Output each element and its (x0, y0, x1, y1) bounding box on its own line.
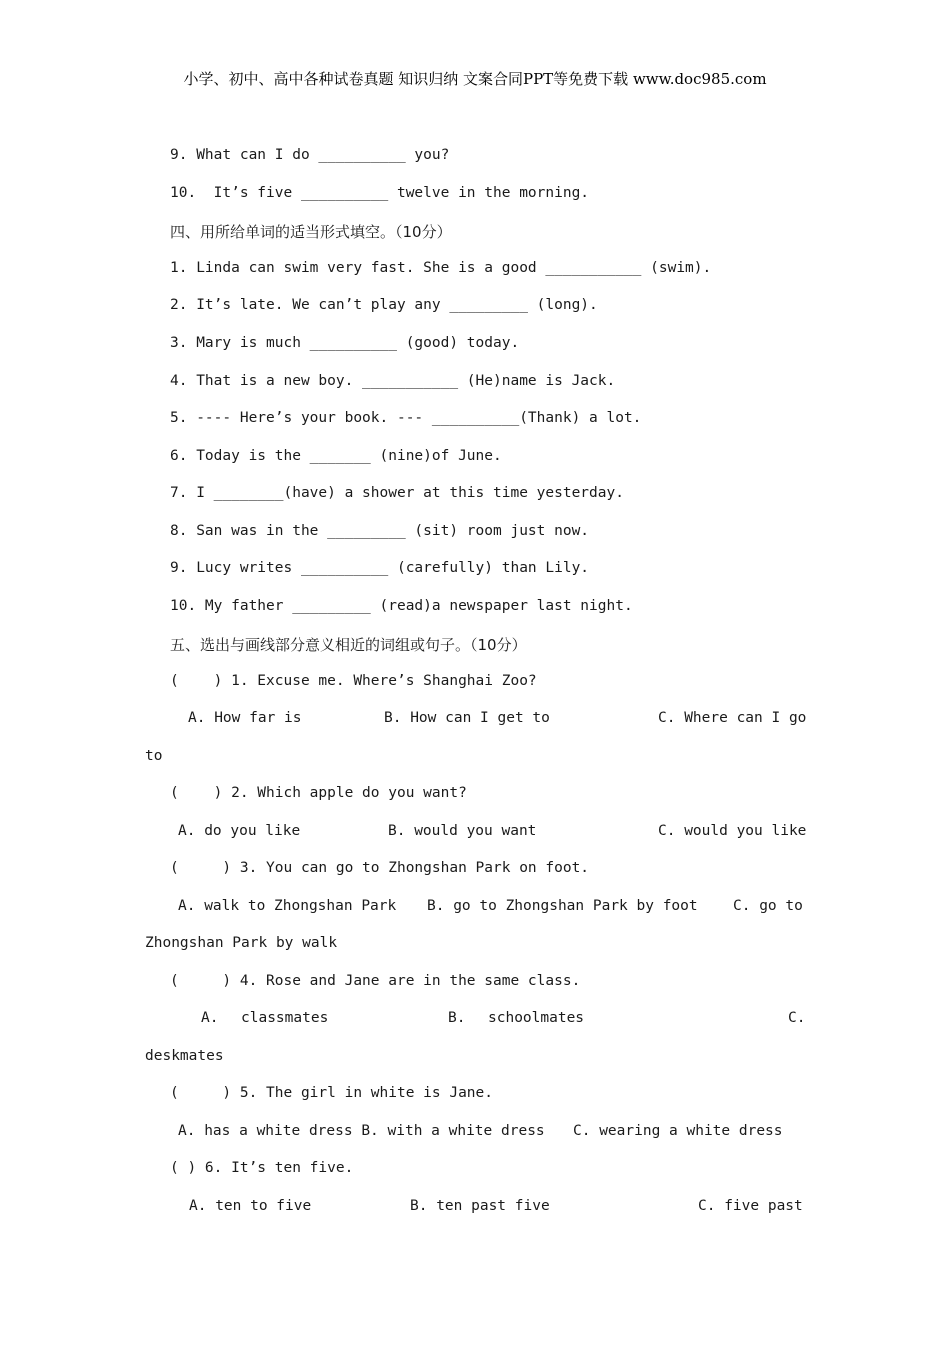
section4-item-5: 5. ---- Here’s your book. --- __________(Thank) a lot. (170, 410, 642, 426)
section4-title: 四、用所给单词的适当形式填空。（10分） (170, 223, 452, 241)
part3-question-10: 10. It’s five __________ twelve in the morning. (170, 185, 590, 201)
section5-q6-option-a: A. ten to five (189, 1198, 312, 1214)
section4-item-3: 3. Mary is much __________ (good) today. (170, 335, 520, 351)
section5-q5-options-a-b: A. has a white dress B. with a white dress (178, 1123, 545, 1139)
section5-q4-option-b-letter: B. (448, 1010, 466, 1026)
section5-q4-option-b: schoolmates (488, 1010, 585, 1026)
section5-q1-option-b: B. How can I get to (384, 710, 550, 726)
section5-q4-option-c: deskmates (145, 1048, 224, 1064)
section5-q2-option-c: C. would you like (658, 823, 807, 839)
section5-q3-option-b: B. go to Zhongshan Park by foot (427, 898, 698, 914)
section4-item-9: 9. Lucy writes __________ (carefully) than Lily. (170, 560, 590, 576)
section5-q4-option-a: classmates (241, 1010, 329, 1026)
section5-q2-option-b: B. would you want (388, 823, 537, 839)
section4-item-7: 7. I ________(have) a shower at this time yesterday. (170, 485, 624, 501)
section5-q4-stem: ( ) 4. Rose and Jane are in the same class. (170, 973, 581, 989)
section5-q5-option-c: C. wearing a white dress (573, 1123, 783, 1139)
section4-item-10: 10. My father _________ (read)a newspaper last night. (170, 598, 633, 614)
section5-q3-option-c-wrap: Zhongshan Park by walk (145, 935, 338, 951)
section5-q2-stem: ( ) 2. Which apple do you want? (170, 785, 467, 801)
section5-q4-option-c-letter: C. (788, 1010, 806, 1026)
section5-q6-option-c: C. five past (698, 1198, 803, 1214)
section5-q2-option-a: A. do you like (178, 823, 301, 839)
section5-q5-stem: ( ) 5. The girl in white is Jane. (170, 1085, 494, 1101)
page-header: 小学、初中、高中各种试卷真题 知识归纳 文案合同PPT等免费下载 www.doc985.com (183, 70, 767, 88)
section5-q3-option-a: A. walk to Zhongshan Park (178, 898, 397, 914)
section4-item-6: 6. Today is the _______ (nine)of June. (170, 448, 502, 464)
section4-item-8: 8. San was in the _________ (sit) room just now. (170, 523, 590, 539)
section4-item-4: 4. That is a new boy. ___________ (He)name is Jack. (170, 373, 616, 389)
section4-item-1: 1. Linda can swim very fast. She is a good ___________ (swim). (170, 260, 712, 276)
section5-title: 五、选出与画线部分意义相近的词组或句子。（10分） (170, 636, 527, 654)
section5-q1-option-c-wrap: to (145, 748, 163, 764)
section5-q4-option-a-letter: A. (201, 1010, 219, 1026)
section5-q6-stem: ( ) 6. It’s ten five. (170, 1160, 354, 1176)
section5-q3-option-c: C. go to (733, 898, 803, 914)
section5-q1-stem: ( ) 1. Excuse me. Where’s Shanghai Zoo? (170, 673, 537, 689)
section5-q1-option-c: C. Where can I go (658, 710, 807, 726)
section4-item-2: 2. It’s late. We can’t play any _________ (long). (170, 297, 598, 313)
section5-q6-option-b: B. ten past five (410, 1198, 550, 1214)
section5-q3-stem: ( ) 3. You can go to Zhongshan Park on foot. (170, 860, 590, 876)
section5-q1-option-a: A. How far is (188, 710, 302, 726)
part3-question-9: 9. What can I do __________ you? (170, 147, 450, 163)
